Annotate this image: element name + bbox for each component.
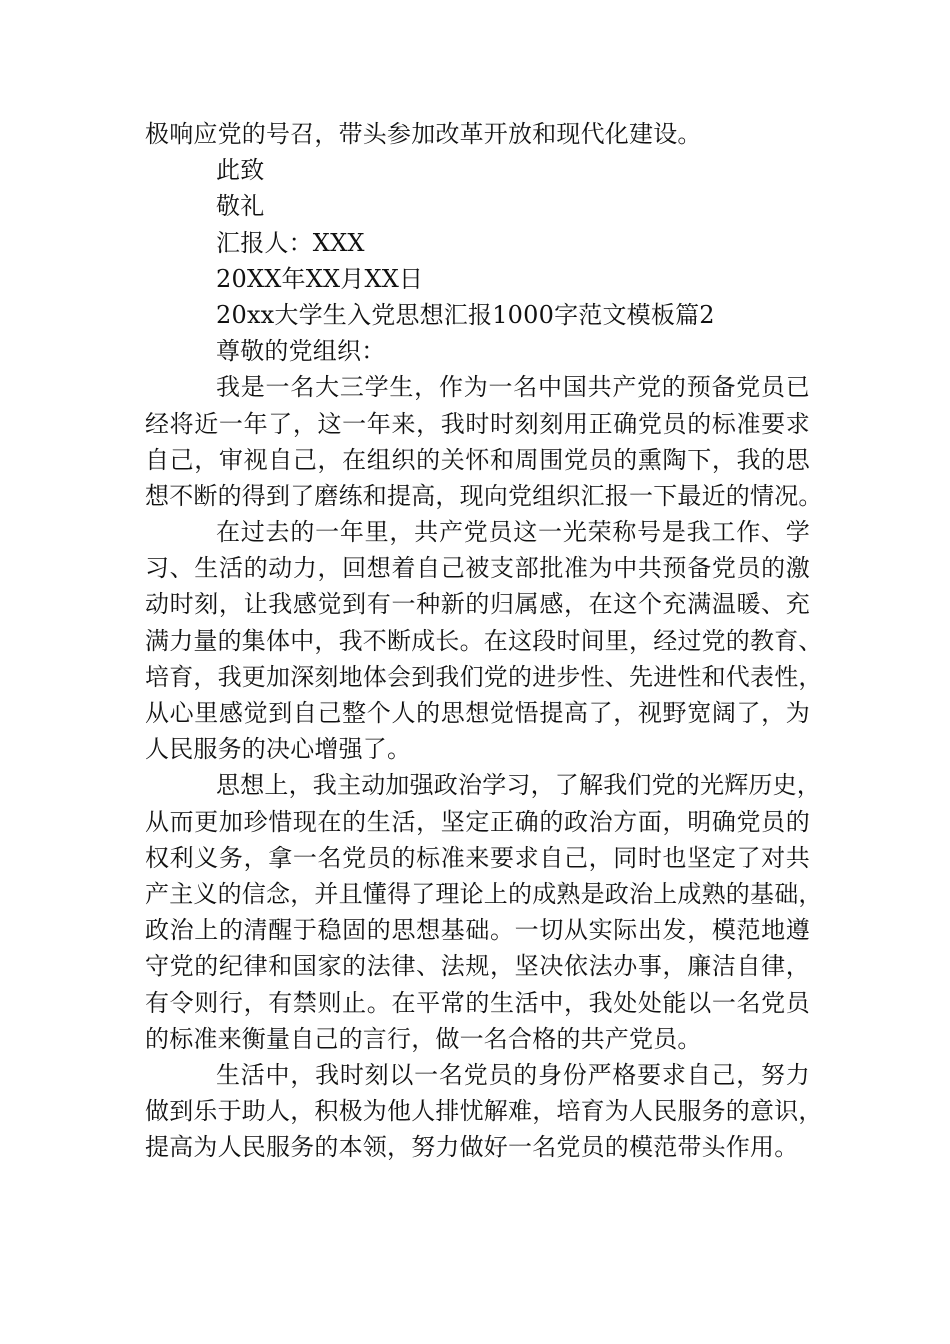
paragraph-line: 自己，审视自己，在组织的关怀和周围党员的熏陶下，我的思: [145, 445, 810, 474]
paragraph-line: 有令则行，有禁则止。在平常的生活中，我处处能以一名党员: [145, 988, 810, 1017]
paragraph-line: 想不断的得到了磨练和提高，现向党组织汇报一下最近的情况。: [145, 481, 823, 510]
report-date: 20XX年XX月XX日: [216, 264, 424, 293]
paragraph-line: 满力量的集体中，我不断成长。在这段时间里，经过党的教育、: [145, 626, 823, 655]
paragraph-line: 思想上，我主动加强政治学习，了解我们党的光辉历史，: [216, 771, 821, 800]
paragraph-line: 培育，我更加深刻地体会到我们党的进步性、先进性和代表性，: [145, 662, 823, 691]
paragraph-2: [145, 514, 823, 767]
paragraph-line: 的标准来衡量自己的言行，做一名合格的共产党员。: [145, 1024, 702, 1053]
paragraph-line: 守党的纪律和国家的法律、法规，坚决依法办事，廉洁自律，: [145, 952, 810, 981]
paragraph-4: [145, 1057, 823, 1166]
salutation-jing-li: 敬礼: [216, 192, 265, 221]
reporter-line: 汇报人：XXX: [216, 228, 365, 257]
paragraph-1: [145, 369, 823, 514]
paragraph-line: 经将近一年了，这一年来，我时时刻刻用正确党员的标准要求: [145, 409, 810, 438]
paragraph-line: 从而更加珍惜现在的生活，坚定正确的政治方面，明确党员的: [145, 807, 810, 836]
paragraph-line: 动时刻，让我感觉到有一种新的归属感，在这个充满温暖、充: [145, 590, 810, 619]
paragraph-line: 从心里感觉到自己整个人的思想觉悟提高了，视野宽阔了，为: [145, 699, 810, 727]
paragraph-line: 人民服务的决心增强了。: [145, 735, 412, 764]
paragraph-line: 提高为人民服务的本领，努力做好一名党员的模范带头作用。: [145, 1133, 799, 1162]
paragraph-line: 我是一名大三学生，作为一名中国共产党的预备党员已: [216, 373, 810, 402]
paragraph-line: 产主义的信念，并且懂得了理论上的成熟是政治上成熟的基础，: [145, 879, 823, 908]
paragraph-line: 在过去的一年里，共产党员这一光荣称号是我工作、学: [216, 518, 810, 547]
continuation-line: 极响应党的号召，带头参加改革开放和现代化建设。: [145, 120, 702, 148]
paragraph-3: [145, 767, 823, 1057]
greeting: 尊敬的党组织：: [216, 337, 386, 366]
paragraph-line: 做到乐于助人，积极为他人排忧解难，培育为人民服务的意识，: [145, 1097, 823, 1126]
paragraph-line: 政治上的清醒于稳固的思想基础。一切从实际出发，模范地遵: [145, 916, 810, 945]
paragraph-line: 生活中，我时刻以一名党员的身份严格要求自己，努力: [216, 1060, 810, 1089]
document-page: [145, 116, 823, 1165]
section-title: 20xx大学生入党思想汇报1000字范文模板篇2: [216, 300, 715, 329]
paragraph-line: 权利义务，拿一名党员的标准来要求自己，同时也坚定了对共: [145, 843, 810, 872]
paragraph-line: 习、生活的动力，回想着自己被支部批准为中共预备党员的激: [145, 554, 810, 583]
salutation-ci-zhi: 此致: [216, 156, 265, 185]
